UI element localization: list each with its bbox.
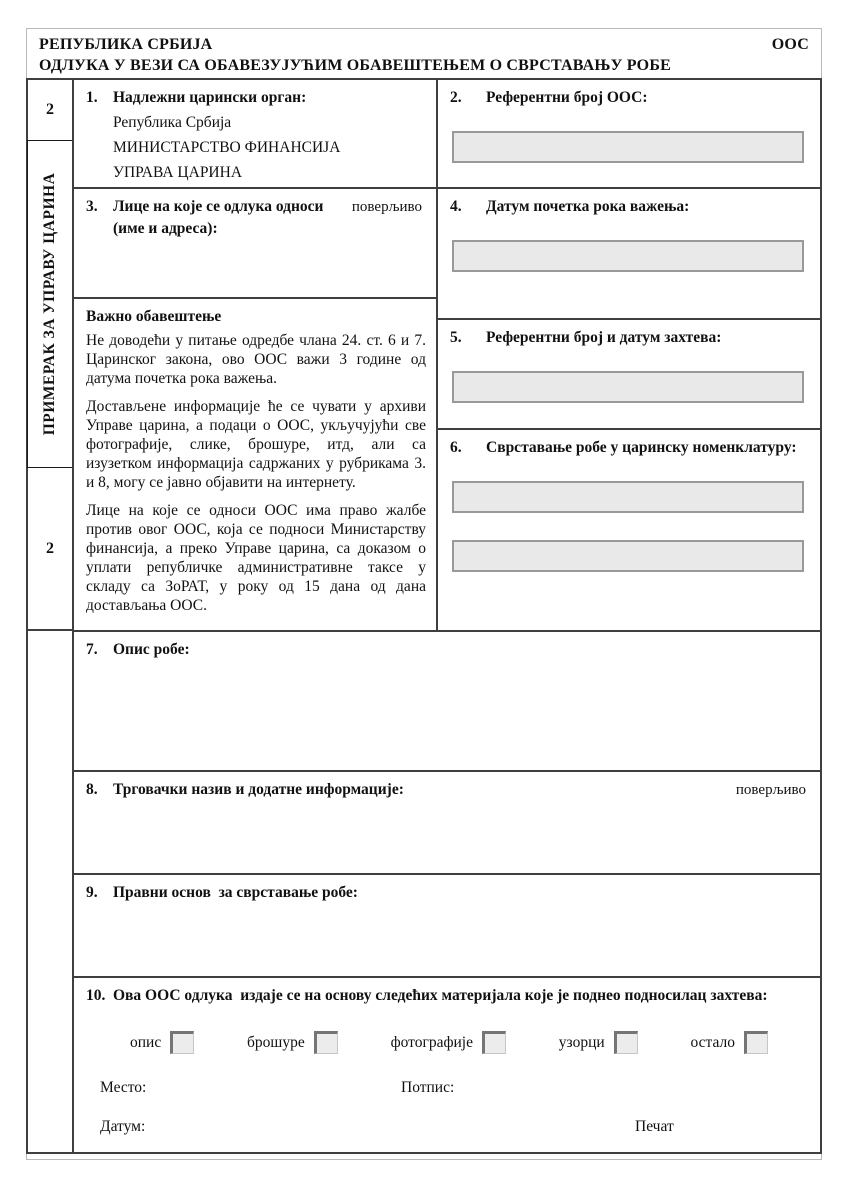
field-2-reference-number [438, 80, 820, 189]
field-7-label: Опис робе: [113, 641, 190, 658]
field-8-label: Трговачки назив и додатне информације: [113, 781, 404, 798]
field-4-input[interactable] [452, 240, 804, 272]
field-6-input-2[interactable] [452, 540, 804, 572]
field-7-number: 7. [86, 641, 98, 658]
field-8-confidential-note: поверљиво [735, 782, 806, 798]
field-1-customs-authority [74, 80, 436, 189]
field-2-number: 2. [450, 89, 462, 106]
field-4-label: Датум почетка рока важења: [486, 198, 690, 215]
date-label: Датум: [100, 1118, 146, 1135]
important-notice [74, 299, 436, 630]
field-6-number: 6. [450, 439, 462, 456]
sidebar-empty-strip [28, 631, 72, 1152]
copy-number-bottom: 2 [28, 468, 72, 631]
copy-label-box [27, 140, 72, 468]
field-9-label: Правни основ за сврставање робе: [113, 884, 358, 901]
field-3-label-line2: (име и адреса): [113, 220, 218, 237]
field-3-label: Лице на које се одлука односи [113, 198, 324, 215]
notice-paragraph-1: Не доводећи у питање одредбе члана 24. ст. 6 и 7. Царинског закона, ово ООС важи 3 године од датума почетка рока важења. [86, 332, 426, 387]
field-3-confidential-note: поверљиво [351, 199, 422, 215]
form-code: ООС [771, 36, 809, 53]
material-other-label: остало [690, 1033, 735, 1051]
field-6-label: Сврставање робе у царинску номенклатуру: [486, 439, 797, 456]
notice-paragraph-3: Лице на које се односи ООС има право жалбе против овог ООС, која се подноси Министарству финансија, а преко Управе царина, са доказом о уплати републичке административне таксе у складу са ЗоРАТ, у року од 15 дана од дана достављања ООС. [86, 502, 426, 614]
field-9-number: 9. [86, 884, 98, 901]
field-8-number: 8. [86, 781, 98, 798]
material-description-checkbox[interactable] [170, 1031, 194, 1054]
field-5-label: Референтни број и датум захтева: [486, 329, 722, 346]
material-brochures-checkbox[interactable] [314, 1031, 338, 1054]
materials-row [130, 1031, 768, 1054]
material-other [690, 1031, 767, 1054]
field-4-number: 4. [450, 198, 462, 215]
field-7-goods-description [74, 632, 820, 772]
signature-label: Потпис: [401, 1079, 455, 1096]
material-samples [559, 1031, 638, 1054]
material-description-label: опис [130, 1033, 162, 1051]
authority-line-country: Република Србија [113, 114, 232, 131]
date-stamp-row [86, 1118, 810, 1136]
field-6-input-1[interactable] [452, 481, 804, 513]
field-9-legal-basis [74, 875, 820, 978]
material-brochures-label: брошуре [247, 1033, 305, 1051]
field-6-classification [438, 430, 820, 630]
copy-label-vertical: ПРИМЕРАК ЗА УПРАВУ ЦАРИНА [41, 172, 58, 436]
authority-line-customs: УПРАВА ЦАРИНА [113, 164, 243, 181]
material-description [130, 1031, 194, 1054]
authority-line-ministry: МИНИСТАРСТВО ФИНАНСИЈА [113, 139, 341, 156]
material-photographs-label: фотографије [390, 1033, 473, 1051]
copy-number-top: 2 [46, 101, 54, 118]
field-10-number: 10. [86, 987, 106, 1004]
material-photographs-checkbox[interactable] [482, 1031, 506, 1054]
document-page [26, 28, 822, 1160]
copy-sidebar [28, 80, 74, 1152]
field-5-input[interactable] [452, 371, 804, 403]
field-3-person [74, 189, 436, 299]
material-other-checkbox[interactable] [744, 1031, 768, 1054]
form-header [27, 29, 821, 78]
field-8-trade-name [74, 772, 820, 875]
field-5-request-ref-and-date [438, 320, 820, 430]
place-signature-row [86, 1079, 810, 1097]
field-2-input[interactable] [452, 131, 804, 163]
field-5-number: 5. [450, 329, 462, 346]
form-title: ОДЛУКА У ВЕЗИ СА ОБАВЕЗУЈУЋИМ ОБАВЕШТЕЊЕМ О СВРСТАВАЊУ РОБЕ [39, 57, 671, 74]
field-10-label: Ова ООС одлука издаје се на основу следећих материјала које је поднео подносилац захтева: [113, 987, 768, 1004]
material-photographs [391, 1031, 506, 1054]
form-table [26, 78, 822, 1154]
notice-paragraph-2: Достављене информације ће се чувати у архиви Управе царина, а подаци о ООС, укључујући све фотографије, слике, брошуре, итд, али са изузетком информација садржаних у рубрикама 3. и 8, могу се јавно објавити на интернету. [86, 398, 426, 491]
notice-title: Важно обавештење [86, 308, 222, 325]
material-samples-checkbox[interactable] [614, 1031, 638, 1054]
place-label: Место: [100, 1079, 147, 1096]
field-1-label: Надлежни царински орган: [113, 89, 307, 106]
country-title: РЕПУБЛИКА СРБИЈА [39, 36, 213, 53]
field-3-number: 3. [86, 198, 98, 215]
field-4-validity-start-date [438, 189, 820, 320]
field-10-materials [74, 978, 820, 1152]
material-samples-label: узорци [558, 1033, 605, 1051]
stamp-label: Печат [635, 1118, 674, 1135]
material-brochures [247, 1031, 338, 1054]
field-2-label: Референтни број ООС: [486, 89, 648, 106]
field-1-number: 1. [86, 89, 98, 106]
